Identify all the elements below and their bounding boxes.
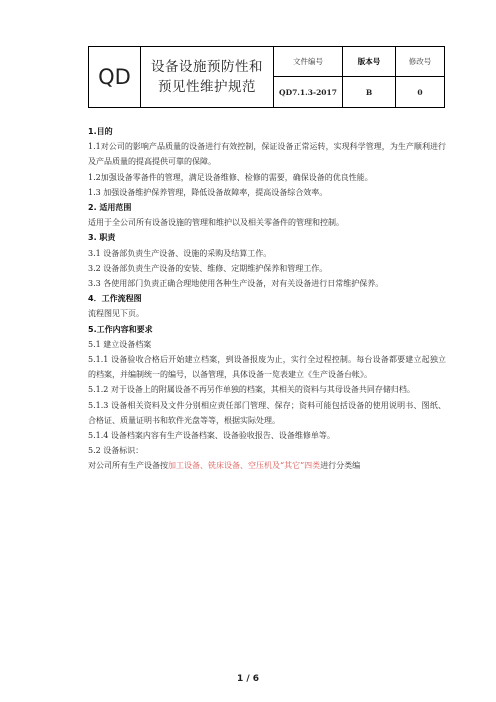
paragraph [88, 458, 446, 473]
document-body [88, 124, 446, 474]
paragraph: 流程图见下页。 [88, 309, 144, 319]
document-header-table [88, 46, 445, 108]
paragraph: 3.3 各使用部门负责正确合理地使用各种生产设备，对有关设备进行日常维护保养。 [88, 279, 384, 289]
highlighted-equipment-categories: 加工设备、铣床设备、空压机及“其它”四类 [168, 461, 321, 471]
section-1-heading: 1.目的 [88, 127, 113, 136]
paragraph: 适用于全公司所有设备设施的管理和维护以及相关零备件的管理和控制。 [88, 218, 344, 228]
document-title-line2: 预见性维护规范 [158, 79, 256, 95]
paragraph: 5.1.2 对于设备上的附属设备不再另作单独的档案，其相关的资料与其母设备共同存储归档。 [88, 385, 415, 395]
section-2-heading: 2. 适用范围 [88, 203, 132, 213]
paragraph-text: 对公司所有生产设备按 [88, 461, 168, 471]
version-value: B [343, 77, 396, 107]
paragraph: 5.1.3 设备相关资料及文件分别相应责任部门管理、保存；资料可能包括设备的使用说明书、图纸、合格证、质量证明书和软件光盘等等，根据实际处理。 [88, 400, 446, 425]
paragraph: 5.1.1 设备验收合格后开始建立档案，到设备报废为止，实行全过程控制。每台设备都要建立起独立的档案，并编制统一的编号，以备管理，具体设备一览表建立《生产设备台帐》。 [88, 355, 446, 380]
section-4-heading: 4．工作流程图 [88, 294, 142, 304]
paragraph: 1.3 加强设备维护保养管理，降低设备故障率，提高设备综合效率。 [88, 187, 328, 197]
paragraph: 3.1 设备部负责生产设备、设施的采购及结算工作。 [88, 248, 272, 258]
paragraph: 3.2 设备部负责生产设备的安装、维修、定期维护保养和管理工作。 [88, 263, 328, 273]
document-title [141, 47, 274, 107]
section-3-heading: 3. 职责 [88, 233, 116, 243]
page-number: 1 / 6 [236, 674, 260, 684]
paragraph: 1.2加强设备零备件的管理，满足设备维修、检修的需要，确保设备的优良性能。 [88, 172, 373, 182]
paragraph-text: 进行分类编 [320, 461, 361, 471]
version-label: 版本号 [343, 47, 396, 77]
paragraph: 1.1对公司的影响产品质量的设备进行有效控制，保证设备正常运转，实现科学管理，为生产顺利进行及产品质量的提高提供可靠的保障。 [88, 142, 446, 167]
file-no-label: 文件编号 [274, 47, 343, 77]
company-code: QD [89, 47, 141, 107]
paragraph: 5.2 设备标识： [88, 446, 144, 456]
file-no-value: QD7.1.3-2017 [274, 77, 343, 107]
revision-value: 0 [417, 87, 423, 97]
revision-label: 修改号 [396, 47, 444, 77]
document-title-line1: 设备设施预防性和 [151, 59, 263, 75]
paragraph: 5.1 建立设备档案 [88, 339, 152, 349]
section-5-heading: 5.工作内容和要求 [88, 324, 153, 334]
paragraph: 5.1.4 设备档案内容有生产设备档案、设备验收报告、设备维修单等。 [88, 431, 335, 441]
